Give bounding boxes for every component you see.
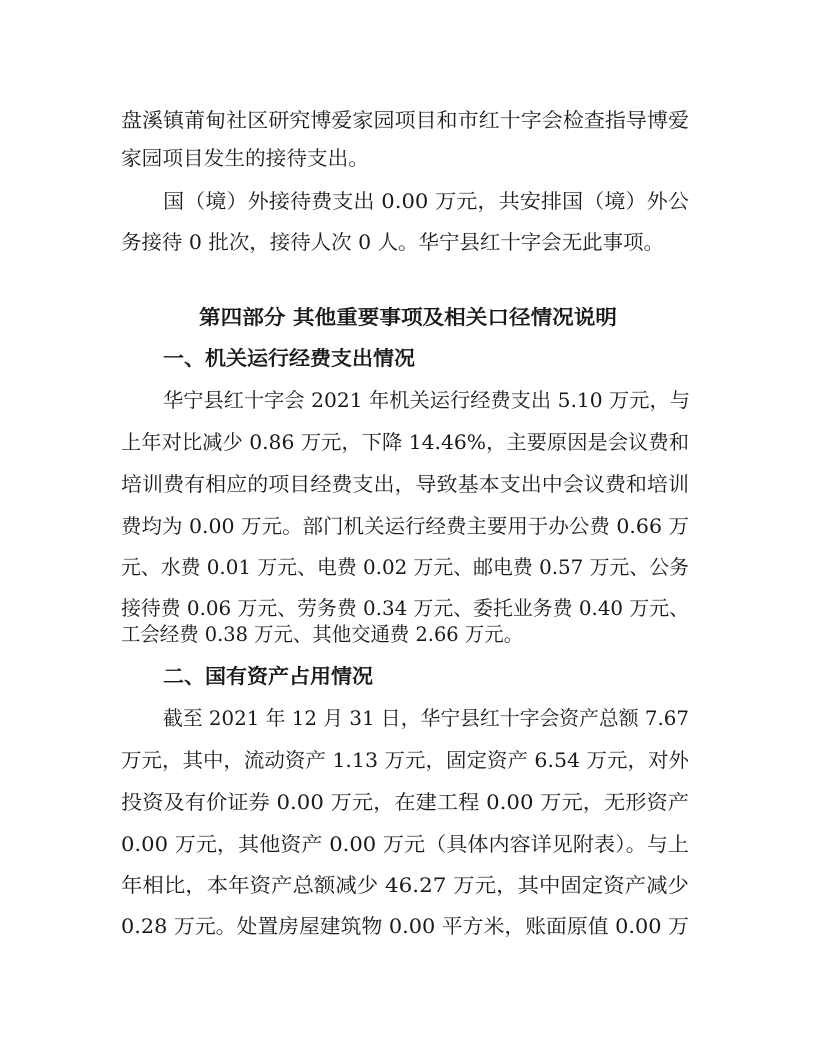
line-text: 0.28 万元。处置房屋建筑物 0.00 平方米，账面原值 0.00 万 <box>121 914 689 938</box>
text-line <box>0 385 815 415</box>
text-line <box>0 745 815 775</box>
line-text: 费均为 0.00 万元。部门机关运行经费主要用于办公费 0.66 万 <box>121 514 689 538</box>
section-heading-text: 二、国有资产占用情况 <box>163 664 373 688</box>
line-text: 万元，其中，流动资产 1.13 万元，固定资产 6.54 万元，对外 <box>121 748 689 772</box>
line-text: 接待费 0.06 万元、劳务费 0.34 万元、委托业务费 0.40 万元、 <box>121 596 689 620</box>
line-text: 年相比，本年资产总额减少 46.27 万元，其中固定资产减少 <box>121 873 689 897</box>
text-line <box>0 186 815 216</box>
text-line <box>0 552 815 582</box>
text-line <box>0 787 815 817</box>
part-title <box>0 302 815 332</box>
text-line <box>0 105 815 135</box>
line-text: 培训费有相应的项目经费支出，导致基本支出中会议费和培训 <box>121 472 689 496</box>
line-text: 华宁县红十字会 2021 年机关运行经费支出 5.10 万元，与 <box>163 388 690 412</box>
text-line <box>0 703 815 733</box>
section-heading-text: 一、机关运行经费支出情况 <box>163 346 415 370</box>
text-line <box>0 427 815 457</box>
section-heading <box>0 343 815 373</box>
line-text: 上年对比减少 0.86 万元，下降 14.46%，主要原因是会议费和 <box>121 430 689 454</box>
line-text: 务接待 0 批次，接待人次 0 人。华宁县红十字会无此事项。 <box>121 230 664 254</box>
line-text: 工会经费 0.38 万元、其他交通费 2.66 万元。 <box>121 622 523 646</box>
text-line <box>0 143 815 173</box>
line-text: 截至 2021 年 12 月 31 日，华宁县红十字会资产总额 7.67 <box>163 706 689 730</box>
section-heading <box>0 661 815 691</box>
line-text: 家园项目发生的接待支出。 <box>121 146 369 170</box>
text-line <box>0 829 815 859</box>
text-line <box>0 619 815 649</box>
text-line <box>0 911 815 941</box>
text-line <box>0 511 815 541</box>
line-text: 元、水费 0.01 万元、电费 0.02 万元、邮电费 0.57 万元、公务 <box>121 555 689 579</box>
line-text: 盘溪镇莆甸社区研究博爱家园项目和市红十字会检查指导博爱 <box>121 108 689 132</box>
text-line <box>0 227 815 257</box>
line-text: 0.00 万元，其他资产 0.00 万元（具体内容详见附表）。与上 <box>121 832 689 856</box>
text-line <box>0 469 815 499</box>
line-text: 国（境）外接待费支出 0.00 万元，共安排国（境）外公 <box>163 189 689 213</box>
line-text: 投资及有价证券 0.00 万元，在建工程 0.00 万元，无形资产 <box>121 790 689 814</box>
text-line <box>0 870 815 900</box>
part-title-text: 第四部分 其他重要事项及相关口径情况说明 <box>199 305 617 329</box>
